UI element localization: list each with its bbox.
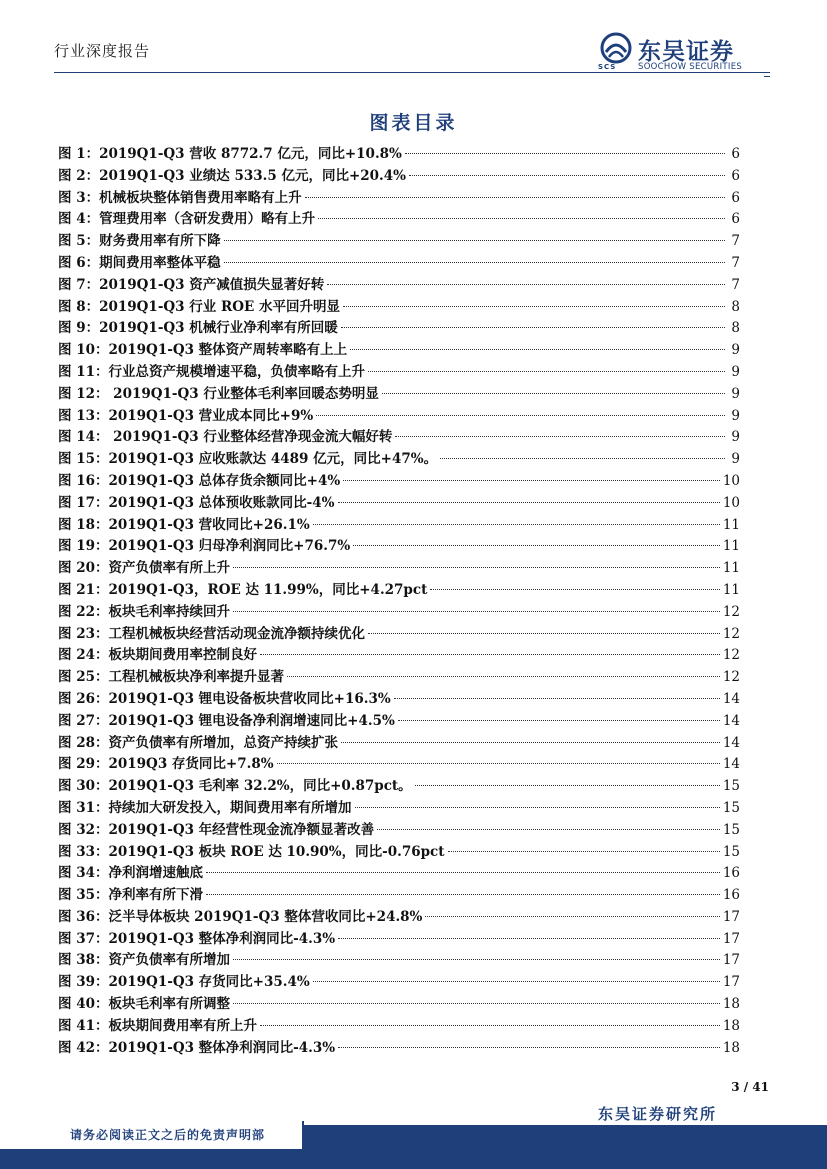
toc-entry-page: 9 (731, 451, 740, 468)
toc-entry-page: 9 (731, 342, 740, 359)
toc-entry-page: 9 (731, 407, 740, 424)
toc-entry-leader-dots (338, 501, 720, 503)
toc-entry-leader-dots (206, 893, 720, 895)
toc-entry-leader-dots (350, 348, 725, 350)
logo-abbreviation: SCS (598, 63, 617, 71)
toc-entry-leader-dots (398, 719, 720, 721)
page-number: 3 / 41 (731, 1080, 769, 1094)
toc-entry[interactable] (58, 449, 740, 471)
toc-entry-label: 图 5：财务费用率有所下降 (58, 233, 221, 250)
toc-entry-label: 图 34：净利润增速触底 (58, 865, 203, 882)
toc-entry-label: 图 12： 2019Q1-Q3 行业整体毛利率回暖态势明显 (58, 385, 379, 402)
company-logo (598, 32, 768, 74)
toc-entry[interactable] (58, 754, 740, 776)
toc-entry[interactable] (58, 297, 740, 319)
toc-entry[interactable] (58, 689, 740, 711)
toc-entry-label: 图 42：2019Q1-Q3 整体净利润同比-4.3% (58, 1039, 336, 1056)
toc-entry-label: 图 11：行业总资产规模增速平稳，负债率略有上升 (58, 363, 365, 380)
toc-entry-page: 6 (731, 211, 740, 228)
toc-entry-label: 图 41：板块期间费用率有所上升 (58, 1017, 257, 1034)
toc-entry[interactable] (58, 231, 740, 253)
toc-entry-leader-dots (341, 326, 725, 328)
toc-entry[interactable] (58, 624, 740, 646)
toc-entry-page: 12 (722, 625, 740, 642)
toc-entry-label: 图 22：板块毛利率持续回升 (58, 603, 230, 620)
toc-entry[interactable] (58, 384, 740, 406)
toc-entry-leader-dots (425, 915, 719, 917)
toc-entry[interactable] (58, 711, 740, 733)
toc-entry[interactable] (58, 188, 740, 210)
toc-entry-page: 9 (731, 385, 740, 402)
footer-disclaimer-text: 请务必阅读正文之后的免责声明部 (70, 1128, 266, 1142)
toc-entry-label: 图 31：持续加大研发投入，期间费用率有所增加 (58, 799, 352, 816)
toc-entry-leader-dots (343, 479, 720, 481)
toc-entry[interactable] (58, 798, 740, 820)
toc-entry-page: 7 (731, 254, 740, 271)
logo-english-name: SOOCHOW SECURITIES (638, 62, 743, 72)
toc-entry-page: 11 (722, 581, 740, 598)
toc-entry-label: 图 10：2019Q1-Q3 整体资产周转率略有上上 (58, 342, 348, 359)
toc-entry-leader-dots (341, 741, 720, 743)
toc-entry-leader-dots (305, 196, 725, 198)
toc-entry-leader-dots (224, 239, 725, 241)
toc-entry-leader-dots (233, 610, 720, 612)
toc-entry-page: 15 (722, 821, 740, 838)
toc-entry-label: 图 29：2019Q3 存货同比+7.8% (58, 756, 274, 773)
toc-entry-label: 图 23：工程机械板块经营活动现金流净额持续优化 (58, 625, 365, 642)
toc-entry-label: 图 35：净利率有所下滑 (58, 887, 203, 904)
toc-entry-leader-dots (415, 784, 720, 786)
toc-entry-label: 图 40：板块毛利率有所调整 (58, 996, 230, 1013)
header-tick-mark (764, 76, 770, 77)
toc-entry-page: 10 (722, 472, 740, 489)
toc-entry-page: 11 (722, 516, 740, 533)
toc-entry-leader-dots (368, 632, 720, 634)
toc-entry-label: 图 24：板块期间费用率控制良好 (58, 647, 257, 664)
toc-entry-leader-dots (260, 1024, 720, 1026)
toc-entry-page: 10 (722, 494, 740, 511)
toc-entry-leader-dots (206, 871, 720, 873)
toc-entry-page: 17 (722, 974, 740, 991)
toc-entry-leader-dots (355, 806, 720, 808)
toc-entry[interactable] (58, 645, 740, 667)
toc-entry-page: 8 (731, 298, 740, 315)
toc-entry-leader-dots (343, 305, 725, 307)
toc-entry-page: 7 (731, 233, 740, 250)
toc-entry[interactable] (58, 863, 740, 885)
toc-entry-label: 图 18：2019Q1-Q3 营收同比+26.1% (58, 516, 310, 533)
toc-entry[interactable] (58, 733, 740, 755)
toc-entry-page: 6 (731, 167, 740, 184)
toc-entry-page: 6 (731, 146, 740, 162)
toc-entry-page: 14 (722, 690, 740, 707)
toc-entry-label: 图 19：2019Q1-Q3 归母净利润同比+76.7% (58, 538, 351, 555)
toc-entry[interactable] (58, 275, 740, 297)
toc-entry-label: 图 6：期间费用率整体平稳 (58, 254, 221, 271)
toc-entry[interactable] (58, 907, 740, 929)
toc-entry-page: 14 (722, 734, 740, 751)
toc-entry-leader-dots (430, 588, 719, 590)
toc-entry[interactable] (58, 667, 740, 689)
toc-entry-page: 12 (722, 603, 740, 620)
toc-entry-leader-dots (277, 762, 720, 764)
toc-entry[interactable] (58, 318, 740, 340)
toc-entry-leader-dots (327, 283, 725, 285)
footer-organization: 东吴证券研究所 (598, 1105, 718, 1123)
toc-entry-leader-dots (313, 523, 720, 525)
toc-entry-page: 15 (722, 778, 740, 795)
toc-entry[interactable] (58, 362, 740, 384)
toc-entry[interactable] (58, 580, 740, 602)
toc-entry[interactable] (58, 885, 740, 907)
toc-entry-label: 图 1：2019Q1-Q3 营收 8772.7 亿元，同比+10.8% (58, 146, 402, 162)
toc-entry-label: 图 36：泛半导体板块 2019Q1-Q3 整体营收同比+24.8% (58, 908, 423, 925)
toc-entry-page: 18 (722, 1039, 740, 1056)
toc-entry-label: 图 21：2019Q1-Q3，ROE 达 11.99%，同比+4.27pct (58, 581, 428, 598)
toc-entry-leader-dots (448, 850, 720, 852)
toc-entry-page: 17 (722, 930, 740, 947)
toc-entry[interactable] (58, 493, 740, 515)
toc-entry-label: 图 16：2019Q1-Q3 总体存货余额同比+4% (58, 472, 341, 489)
toc-entry-leader-dots (338, 937, 720, 939)
toc-entry[interactable] (58, 558, 740, 580)
toc-entry[interactable] (58, 253, 740, 275)
toc-entry-leader-dots (368, 370, 725, 372)
toc-entry-label: 图 14： 2019Q1-Q3 行业整体经营净现金流大幅好转 (58, 429, 393, 446)
toc-entry[interactable] (58, 536, 740, 558)
toc-entry-page: 17 (722, 952, 740, 969)
toc-entry-page: 11 (722, 538, 740, 555)
header-title: 行业深度报告 (54, 42, 151, 60)
toc-entry-leader-dots (224, 261, 725, 263)
toc-entry-label: 图 26：2019Q1-Q3 锂电设备板块营收同比+16.3% (58, 690, 391, 707)
toc-entry-label: 图 7：2019Q1-Q3 资产减值损失显著好转 (58, 276, 325, 293)
toc-entry-label: 图 33：2019Q1-Q3 板块 ROE 达 10.90%，同比-0.76pct (58, 843, 445, 860)
toc-entry-label: 图 4：管理费用率（含研发费用）略有上升 (58, 211, 316, 228)
toc-entry[interactable] (58, 406, 740, 428)
toc-entry-leader-dots (395, 435, 725, 437)
toc-entry-page: 8 (731, 320, 740, 337)
toc-entry-label: 图 27：2019Q1-Q3 锂电设备净利润增速同比+4.5% (58, 712, 395, 729)
toc-entry-page: 6 (731, 189, 740, 206)
toc-entry-page: 17 (722, 908, 740, 925)
toc-entry-label: 图 17：2019Q1-Q3 总体预收账款同比-4% (58, 494, 335, 511)
toc-entry-page: 7 (731, 276, 740, 293)
toc-list (58, 144, 740, 1059)
toc-entry-label: 图 9：2019Q1-Q3 机械行业净利率有所回暖 (58, 320, 338, 337)
toc-entry-page: 16 (722, 887, 740, 904)
toc-entry-label: 图 30：2019Q1-Q3 毛利率 32.2%，同比+0.87pct。 (58, 778, 412, 795)
toc-entry-label: 图 38：资产负债率有所增加 (58, 952, 230, 969)
toc-entry[interactable] (58, 950, 740, 972)
toc-entry-leader-dots (440, 457, 725, 459)
toc-entry-page: 15 (722, 799, 740, 816)
toc-entry-leader-dots (318, 217, 725, 219)
toc-entry-leader-dots (338, 1046, 720, 1048)
toc-entry[interactable] (58, 1016, 740, 1038)
logo-chinese-name: 东吴证券 (638, 39, 734, 65)
toc-entry[interactable] (58, 972, 740, 994)
toc-entry-leader-dots (260, 653, 720, 655)
footer-disclaimer-box (0, 1121, 304, 1149)
toc-entry-label: 图 25：工程机械板块净利率提升显著 (58, 669, 284, 686)
toc-entry[interactable] (58, 602, 740, 624)
toc-entry[interactable] (58, 929, 740, 951)
toc-entry[interactable] (58, 994, 740, 1016)
toc-entry-label: 图 32：2019Q1-Q3 年经营性现金流净额显著改善 (58, 821, 375, 838)
toc-entry-leader-dots (382, 392, 725, 394)
toc-entry-page: 15 (722, 843, 740, 860)
toc-entry[interactable] (58, 209, 740, 231)
toc-entry-label: 图 20：资产负债率有所上升 (58, 560, 230, 577)
toc-entry[interactable] (58, 340, 740, 362)
toc-entry-leader-dots (394, 697, 720, 699)
toc-entry-page: 12 (722, 669, 740, 686)
toc-entry-label: 图 28：资产负债率有所增加，总资产持续扩张 (58, 734, 338, 751)
toc-entry[interactable] (58, 166, 740, 188)
toc-entry-label: 图 39：2019Q1-Q3 存货同比+35.4% (58, 974, 310, 991)
header-divider (54, 72, 770, 73)
toc-title: 图表目录 (369, 112, 458, 134)
toc-entry-page: 18 (722, 1017, 740, 1034)
toc-entry[interactable] (58, 427, 740, 449)
toc-entry-page: 16 (722, 865, 740, 882)
toc-entry-leader-dots (233, 566, 720, 568)
toc-entry-leader-dots (353, 544, 720, 546)
toc-entry-page: 12 (722, 647, 740, 664)
toc-entry-leader-dots (405, 152, 725, 154)
toc-entry[interactable] (58, 144, 740, 166)
toc-entry-label: 图 37：2019Q1-Q3 整体净利润同比-4.3% (58, 930, 336, 947)
toc-entry-leader-dots (287, 675, 720, 677)
toc-entry[interactable] (58, 820, 740, 842)
toc-entry-page: 18 (722, 996, 740, 1013)
toc-entry-page: 9 (731, 429, 740, 446)
toc-entry-leader-dots (377, 828, 720, 830)
toc-entry-leader-dots (316, 414, 725, 416)
toc-entry-leader-dots (313, 980, 720, 982)
toc-entry-page: 14 (722, 712, 740, 729)
toc-entry-label: 图 3：机械板块整体销售费用率略有上升 (58, 189, 302, 206)
toc-entry-label: 图 8：2019Q1-Q3 行业 ROE 水平回升明显 (58, 298, 340, 315)
toc-entry-page: 9 (731, 363, 740, 380)
toc-entry[interactable] (58, 515, 740, 537)
toc-entry-leader-dots (409, 174, 725, 176)
toc-entry-label: 图 15：2019Q1-Q3 应收账款达 4489 亿元，同比+47%。 (58, 451, 438, 468)
toc-entry[interactable] (58, 776, 740, 798)
toc-entry-page: 14 (722, 756, 740, 773)
toc-entry[interactable] (58, 842, 740, 864)
toc-entry-page: 11 (722, 560, 740, 577)
toc-entry[interactable] (58, 471, 740, 493)
toc-entry-leader-dots (233, 1002, 720, 1004)
toc-entry[interactable] (58, 1038, 740, 1060)
toc-entry-label: 图 2：2019Q1-Q3 业绩达 533.5 亿元，同比+20.4% (58, 167, 406, 184)
toc-entry-leader-dots (233, 958, 720, 960)
toc-entry-label: 图 13：2019Q1-Q3 营业成本同比+9% (58, 407, 314, 424)
